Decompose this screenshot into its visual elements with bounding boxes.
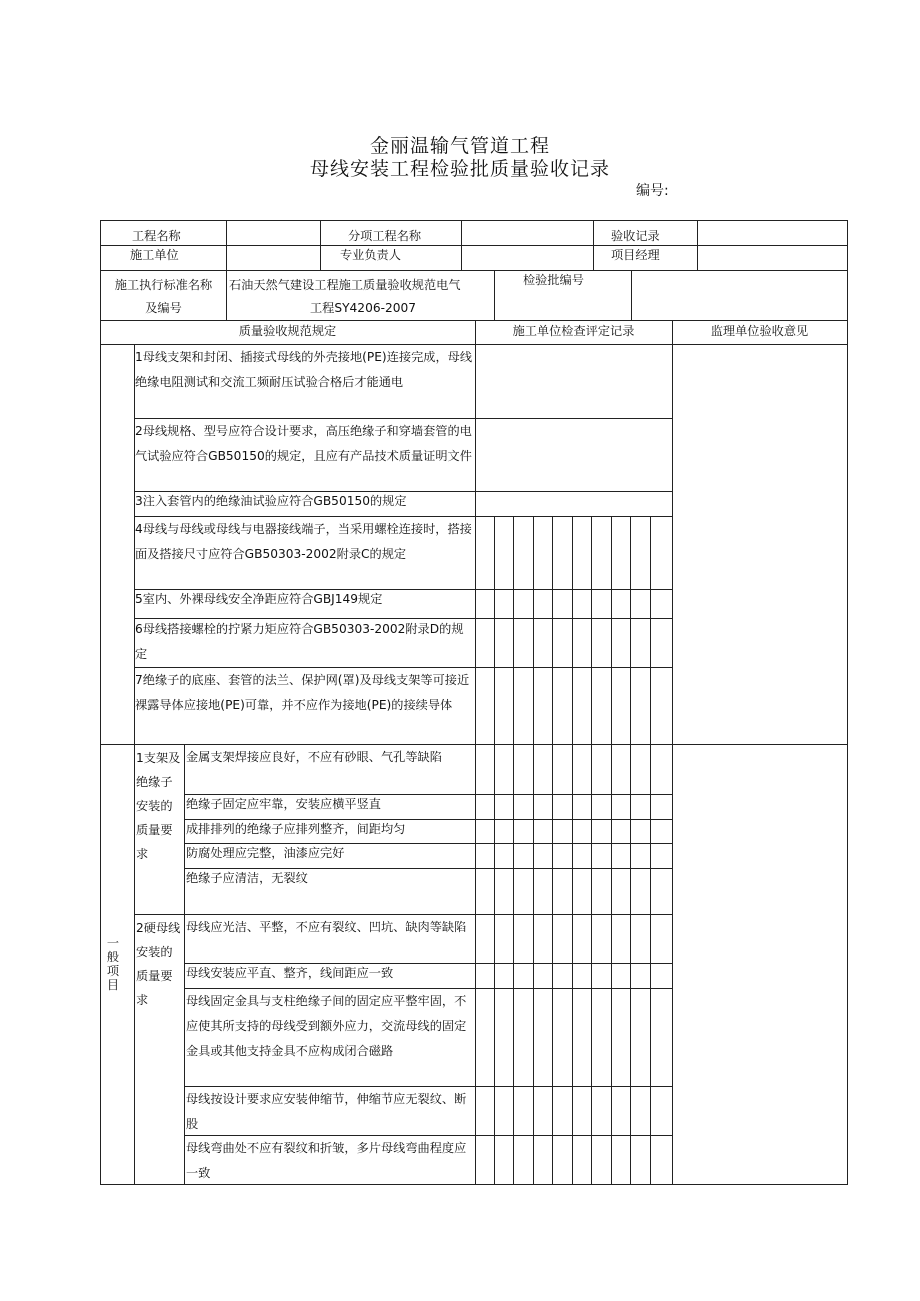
- standard-value-line2: 工程SY4206-2007: [310, 301, 416, 315]
- main-item-7: 7绝缘子的底座、套管的法兰、保护网(罩)及母线支架等可接近裸露导体应接地(PE)可靠，并不应作为接地(PE)的接续导体: [135, 673, 470, 712]
- main-item-6: 6母线搭接螺栓的拧紧力矩应符合GB50303-2002附录D的规定: [135, 622, 464, 661]
- general-group2-item-1: 母线应光洁、平整，不应有裂纹、凹坑、缺肉等缺陷: [186, 920, 467, 934]
- standard-label-line1: 施工执行标准名称: [114, 278, 213, 292]
- column-header-check: 施工单位检查评定记录: [512, 324, 635, 338]
- general-group2-label: 2硬母线安装的质量要求: [136, 921, 181, 1007]
- general-group1-item-5: 绝缘子应清洁，无裂纹: [186, 871, 308, 885]
- column-header-supervisor: 监理单位验收意见: [710, 324, 809, 338]
- general-group1-item-4: 防腐处理应完整，油漆应完好: [186, 846, 345, 860]
- standard-label-line2: 及编号: [145, 301, 182, 315]
- main-item-5: 5室内、外裸母线安全净距应符合GBJ149规定: [135, 592, 383, 606]
- general-group1-item-2: 绝缘子固定应牢靠，安装应横平竖直: [186, 797, 381, 811]
- main-item-3: 3注入套管内的绝缘油试验应符合GB50150的规定: [135, 494, 407, 508]
- professional-lead-label: 专业负责人: [340, 248, 401, 262]
- general-group2-item-2: 母线安装应平直、整齐，线间距应一致: [186, 966, 394, 980]
- standard-value-line1: 石油天然气建设工程施工质量验收规范电气: [229, 278, 461, 292]
- general-group1-label: 1支架及绝缘子安装的质量要 求: [136, 751, 181, 861]
- construction-unit-label: 施工单位: [130, 248, 179, 262]
- general-items-label: 一般项目: [106, 936, 120, 992]
- batch-number-label: 检验批编号: [523, 273, 584, 287]
- project-name-label: 工程名称: [132, 229, 181, 243]
- column-header-spec: 质量验收规范规定: [238, 324, 337, 338]
- sub-project-name-label: 分项工程名称: [348, 229, 422, 243]
- main-item-2: 2母线规格、型号应符合设计要求，高压绝缘子和穿墙套管的电气试验应符合GB50150的规定，且应有产品技术质量证明文件: [135, 424, 472, 463]
- general-group1-item-3: 成排排列的绝缘子应排列整齐，间距均匀: [186, 822, 406, 836]
- main-item-1: 1母线支架和封闭、插接式母线的外壳接地(PE)连接完成，母线绝缘电阻测试和交流工频耐压试验合格后才能通电: [135, 350, 473, 389]
- document-code-label: 编号:: [636, 183, 669, 199]
- document-title-line2: 母线安装工程检验批质量验收记录: [309, 158, 610, 180]
- general-group2-item-3: 母线固定金具与支柱绝缘子间的固定应平整牢固，不应使其所支持的母线受到额外应力，交流母线的固定金具或其他支持金具不应构成闭合磁路: [186, 994, 467, 1058]
- document-title-line1: 金丽温输气管道工程: [369, 135, 550, 157]
- main-item-4: 4母线与母线或母线与电器接线端子，当采用螺栓连接时，搭接面及搭接尺寸应符合GB50303-2002附录C的规定: [135, 522, 472, 561]
- general-group1-item-1: 金属支架焊接应良好，不应有砂眼、气孔等缺陷: [186, 750, 442, 764]
- general-group2-item-5: 母线弯曲处不应有裂纹和折皱，多片母线弯曲程度应一致: [186, 1141, 467, 1180]
- acceptance-record-label: 验收记录: [611, 229, 660, 243]
- general-group2-item-4: 母线按设计要求应安装伸缩节，伸缩节应无裂纹、断股: [186, 1092, 467, 1131]
- project-manager-label: 项目经理: [611, 248, 660, 262]
